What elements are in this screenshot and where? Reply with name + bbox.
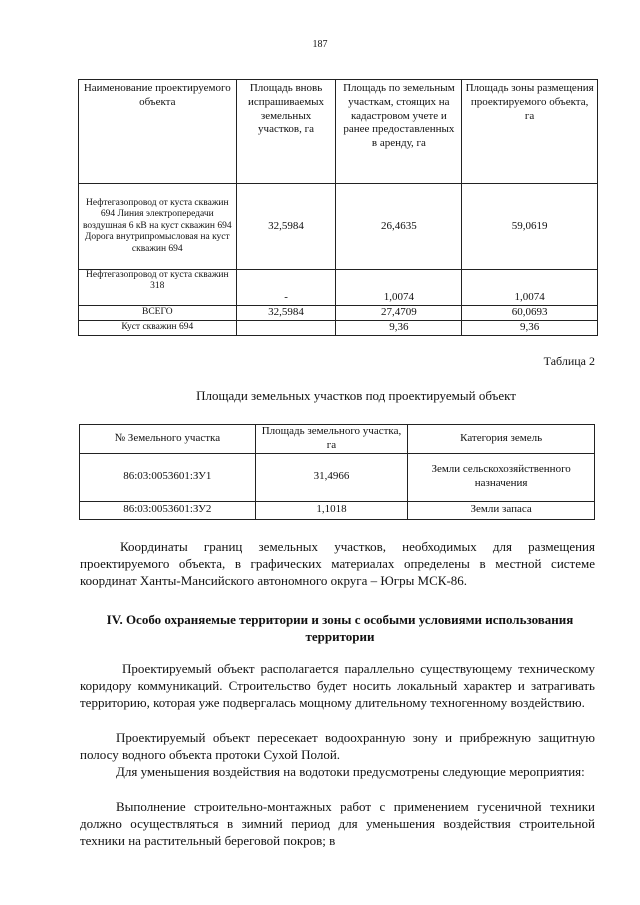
value-cell: 9,36	[336, 320, 462, 335]
table-header-cell: Площадь по земельным участкам, стоящих на кадастровом учете и ранее предоставленных в аренду, га	[336, 80, 462, 184]
table-row	[79, 184, 598, 270]
table-row	[80, 501, 595, 519]
value-cell	[236, 320, 336, 335]
body-paragraph: Выполнение строительно-монтажных работ с применением гусеничной техники должно осуществляться в зимний период для уменьшения воздействия строительной техники на растительный береговой покров; в	[80, 799, 595, 848]
table-header-row	[79, 80, 598, 184]
object-name-cell: ВСЕГО	[79, 306, 237, 321]
value-cell: 1,0074	[462, 270, 598, 306]
value-cell: -	[236, 270, 336, 306]
body-paragraph: Для уменьшения воздействия на водотоки предусмотрены следующие мероприятия:	[116, 764, 585, 779]
land-area-table	[78, 79, 598, 336]
table-title: Площади земельных участков под проектируемый объект	[196, 388, 516, 403]
value-cell: 60,0693	[462, 306, 598, 321]
plot-number-cell: 86:03:0053601:ЗУ1	[80, 453, 256, 501]
table-total-row	[79, 306, 598, 321]
value-cell: 32,5984	[236, 306, 336, 321]
plot-area-cell: 31,4966	[255, 453, 408, 501]
section-heading: IV. Особо охраняемые территории и зоны с особыми условиями использования территории	[106, 612, 574, 644]
table-header-cell: Площадь вновь испрашиваемых земельных участков, га	[236, 80, 336, 184]
table-header-cell: Площадь земельного участка, га	[255, 425, 408, 454]
object-name-cell: Куст скважин 694	[79, 320, 237, 335]
value-cell: 26,4635	[336, 184, 462, 270]
table-header-cell: Категория земель	[408, 425, 595, 454]
body-paragraph: Проектируемый объект располагается параллельно существующему техническому коридору коммуникаций. Строительство будет носить локальный характер и затрагивать территорию, которая уже подвергалась мощному длительному техногенному воздействию.	[80, 661, 595, 710]
table-header-row	[80, 425, 595, 454]
coordinates-paragraph: Координаты границ земельных участков, необходимых для размещения проектируемого объекта, в графических материалах определены в местной системе координат Ханты-Мансийского автономного округа – Югры МСК-86.	[80, 539, 595, 588]
land-plots-table	[79, 424, 595, 520]
table-header-cell: Площадь зоны размещения проектируемого объекта, га	[462, 80, 598, 184]
table-header-cell: № Земельного участка	[80, 425, 256, 454]
page-number: 187	[312, 39, 328, 50]
plot-area-cell: 1,1018	[255, 501, 408, 519]
plot-number-cell: 86:03:0053601:ЗУ2	[80, 501, 256, 519]
table-row	[79, 270, 598, 306]
object-name-cell: Нефтегазопровод от куста скважин 318	[79, 270, 237, 306]
value-cell: 59,0619	[462, 184, 598, 270]
value-cell: 1,0074	[336, 270, 462, 306]
table-row	[79, 320, 598, 335]
land-category-cell: Земли сельскохозяйственного назначения	[408, 453, 595, 501]
table-header-cell: Наименование проектируемого объекта	[79, 80, 237, 184]
value-cell: 27,4709	[336, 306, 462, 321]
table-caption: Таблица 2	[543, 354, 595, 368]
land-category-cell: Земли запаса	[408, 501, 595, 519]
table-row	[80, 453, 595, 501]
value-cell: 32,5984	[236, 184, 336, 270]
value-cell: 9,36	[462, 320, 598, 335]
object-name-cell: Нефтегазопровод от куста скважин 694 Линия электропередачи воздушная 6 кВ на куст скважин 694 Дорога внутрипромысловая на куст скважин 694	[79, 184, 237, 270]
body-paragraph: Проектируемый объект пересекает водоохранную зону и прибрежную защитную полосу водного объекта протоки Сухой Полой.	[80, 730, 595, 762]
